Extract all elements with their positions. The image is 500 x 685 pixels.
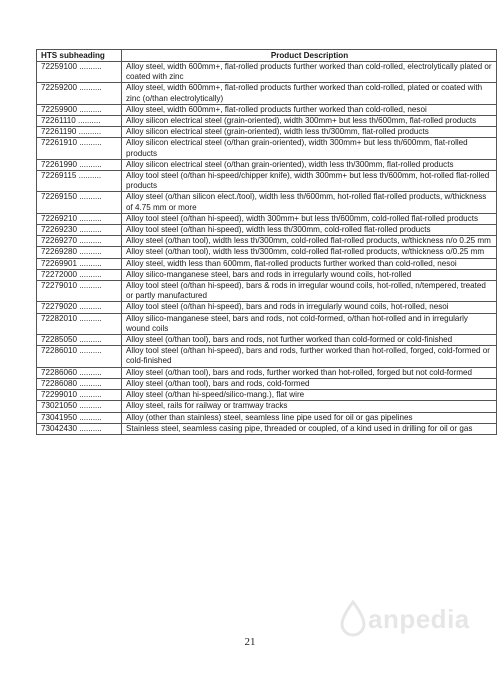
hts-code-cell: 72269270 .......... bbox=[37, 236, 122, 247]
table-row bbox=[37, 412, 497, 423]
description-cell: Alloy (other than stainless) steel, seamless line pipe used for oil or gas pipelines bbox=[122, 412, 497, 423]
description-cell: Alloy silicon electrical steel (grain-oriented), width less th/300mm, flat-rolled products bbox=[122, 127, 497, 138]
description-cell: Alloy tool steel (o/than hi-speed), width 300mm+ but less th/600mm, cold-rolled flat-rolled products bbox=[122, 213, 497, 224]
table-row bbox=[37, 302, 497, 313]
description-cell: Alloy tool steel (o/than hi-speed), bars and rods in irregularly wound coils, hot-rolled, nesoi bbox=[122, 302, 497, 313]
table-row bbox=[37, 213, 497, 224]
description-cell: Alloy steel (o/than tool), bars and rods, cold-formed bbox=[122, 378, 497, 389]
hts-code-cell: 73041950 .......... bbox=[37, 412, 122, 423]
table-row bbox=[37, 390, 497, 401]
hts-code-cell: 72261990 .......... bbox=[37, 159, 122, 170]
watermark-text: anpedia bbox=[368, 604, 470, 634]
page-number: 21 bbox=[244, 636, 256, 648]
description-cell: Alloy steel, width 600mm+, flat-rolled products further worked than cold-rolled, plated or coated with zinc (o/than electrolytically) bbox=[122, 83, 497, 104]
table-row bbox=[37, 116, 497, 127]
hts-code-cell: 72272000 .......... bbox=[37, 269, 122, 280]
hts-code-cell: 72261190 .......... bbox=[37, 127, 122, 138]
table-row bbox=[37, 138, 497, 159]
hts-code-cell: 72269210 .......... bbox=[37, 213, 122, 224]
table-row bbox=[37, 346, 497, 367]
description-cell: Alloy steel, rails for railway or tramway tracks bbox=[122, 401, 497, 412]
hts-code-cell: 72269280 .......... bbox=[37, 247, 122, 258]
hts-code-cell: 72285050 .......... bbox=[37, 335, 122, 346]
description-cell: Alloy tool steel (o/than hi-speed), bars & rods in irregular wound coils, hot-rolled, n/tempered, treated or partly manufactured bbox=[122, 281, 497, 302]
description-cell: Alloy steel, width 600mm+, flat-rolled products further worked than cold-rolled, electrolytically plated or coated with zinc bbox=[122, 62, 497, 83]
hts-code-cell: 72286060 .......... bbox=[37, 367, 122, 378]
hts-code-cell: 72286010 .......... bbox=[37, 346, 122, 367]
table-row bbox=[37, 192, 497, 213]
description-cell: Alloy steel (o/than silicon elect./tool), width less th/600mm, hot-rolled flat-rolled products, w/thickness of 4.75 mm or more bbox=[122, 192, 497, 213]
hts-code-cell: 72279010 .......... bbox=[37, 281, 122, 302]
table-row bbox=[37, 367, 497, 378]
hts-code-cell: 72282010 .......... bbox=[37, 313, 122, 334]
table-row bbox=[37, 247, 497, 258]
table-row bbox=[37, 335, 497, 346]
watermark-logo bbox=[338, 597, 488, 643]
table-row bbox=[37, 269, 497, 280]
description-cell: Alloy steel (o/than tool), bars and rods, not further worked than cold-formed or cold-finished bbox=[122, 335, 497, 346]
description-cell: Alloy silicon electrical steel (o/than grain-oriented), width 300mm+ but less th/600mm, flat-rolled products bbox=[122, 138, 497, 159]
hts-code-cell: 72279020 .......... bbox=[37, 302, 122, 313]
hts-code-cell: 72259200 .......... bbox=[37, 83, 122, 104]
table-row bbox=[37, 159, 497, 170]
table-row bbox=[37, 83, 497, 104]
table-row bbox=[37, 62, 497, 83]
table-row bbox=[37, 401, 497, 412]
hts-code-cell: 72261910 .......... bbox=[37, 138, 122, 159]
table-row bbox=[37, 104, 497, 115]
table-row bbox=[37, 423, 497, 434]
description-cell: Alloy silicon electrical steel (o/than grain-oriented), width less th/300mm, flat-rolled products bbox=[122, 159, 497, 170]
hts-code-cell: 72259900 .......... bbox=[37, 104, 122, 115]
table-row bbox=[37, 225, 497, 236]
description-cell: Alloy steel (o/than hi-speed/silico-mang.), flat wire bbox=[122, 390, 497, 401]
column-header-hts: HTS subheading bbox=[37, 50, 122, 62]
description-cell: Alloy steel, width less than 600mm, flat-rolled products further worked than cold-rolled, nesoi bbox=[122, 258, 497, 269]
description-cell: Alloy steel (o/than tool), bars and rods, further worked than hot-rolled, forged but not cold-formed bbox=[122, 367, 497, 378]
description-cell: Stainless steel, seamless casing pipe, threaded or coupled, of a kind used in drilling for oil or gas bbox=[122, 423, 497, 434]
description-cell: Alloy tool steel (o/than hi-speed/chipper knife), width 300mm+ but less th/600mm, hot-rolled flat-rolled products bbox=[122, 171, 497, 192]
hts-code-cell: 72299010 .......... bbox=[37, 390, 122, 401]
column-header-description: Product Description bbox=[122, 50, 497, 62]
hts-code-cell: 73042430 .......... bbox=[37, 423, 122, 434]
hts-code-cell: 72286080 .......... bbox=[37, 378, 122, 389]
description-cell: Alloy silico-manganese steel, bars and rods, not cold-formed, o/than hot-rolled and in irregularly wound coils bbox=[122, 313, 497, 334]
table-row bbox=[37, 236, 497, 247]
hts-code-cell: 72269901 .......... bbox=[37, 258, 122, 269]
description-cell: Alloy tool steel (o/than hi-speed), width less th/300mm, cold-rolled flat-rolled products bbox=[122, 225, 497, 236]
description-cell: Alloy steel (o/than tool), width less th/300mm, cold-rolled flat-rolled products, w/thickness n/o 0.25 mm bbox=[122, 236, 497, 247]
table-row bbox=[37, 258, 497, 269]
hts-code-cell: 72269230 .......... bbox=[37, 225, 122, 236]
hts-code-cell: 72269150 .......... bbox=[37, 192, 122, 213]
table-row bbox=[37, 313, 497, 334]
hts-code-cell: 72261110 .......... bbox=[37, 116, 122, 127]
table-row bbox=[37, 281, 497, 302]
description-cell: Alloy silicon electrical steel (grain-oriented), width 300mm+ but less th/600mm, flat-rolled products bbox=[122, 116, 497, 127]
hts-code-cell: 73021050 .......... bbox=[37, 401, 122, 412]
table-header-row bbox=[37, 50, 497, 62]
hts-code-cell: 72269115 .......... bbox=[37, 171, 122, 192]
description-cell: Alloy silico-manganese steel, bars and rods in irregularly wound coils, hot-rolled bbox=[122, 269, 497, 280]
description-cell: Alloy steel (o/than tool), width less th/300mm, cold-rolled flat-rolled products, w/thickness o/0.25 mm bbox=[122, 247, 497, 258]
description-cell: Alloy steel, width 600mm+, flat-rolled products further worked than cold-rolled, nesoi bbox=[122, 104, 497, 115]
table-row bbox=[37, 378, 497, 389]
description-cell: Alloy tool steel (o/than hi-speed), bars and rods, further worked than hot-rolled, forged, cold-formed or cold-finished bbox=[122, 346, 497, 367]
hts-code-cell: 72259100 .......... bbox=[37, 62, 122, 83]
table-row bbox=[37, 171, 497, 192]
hts-table bbox=[36, 49, 497, 435]
table-row bbox=[37, 127, 497, 138]
watermark-drop-icon bbox=[338, 600, 368, 640]
